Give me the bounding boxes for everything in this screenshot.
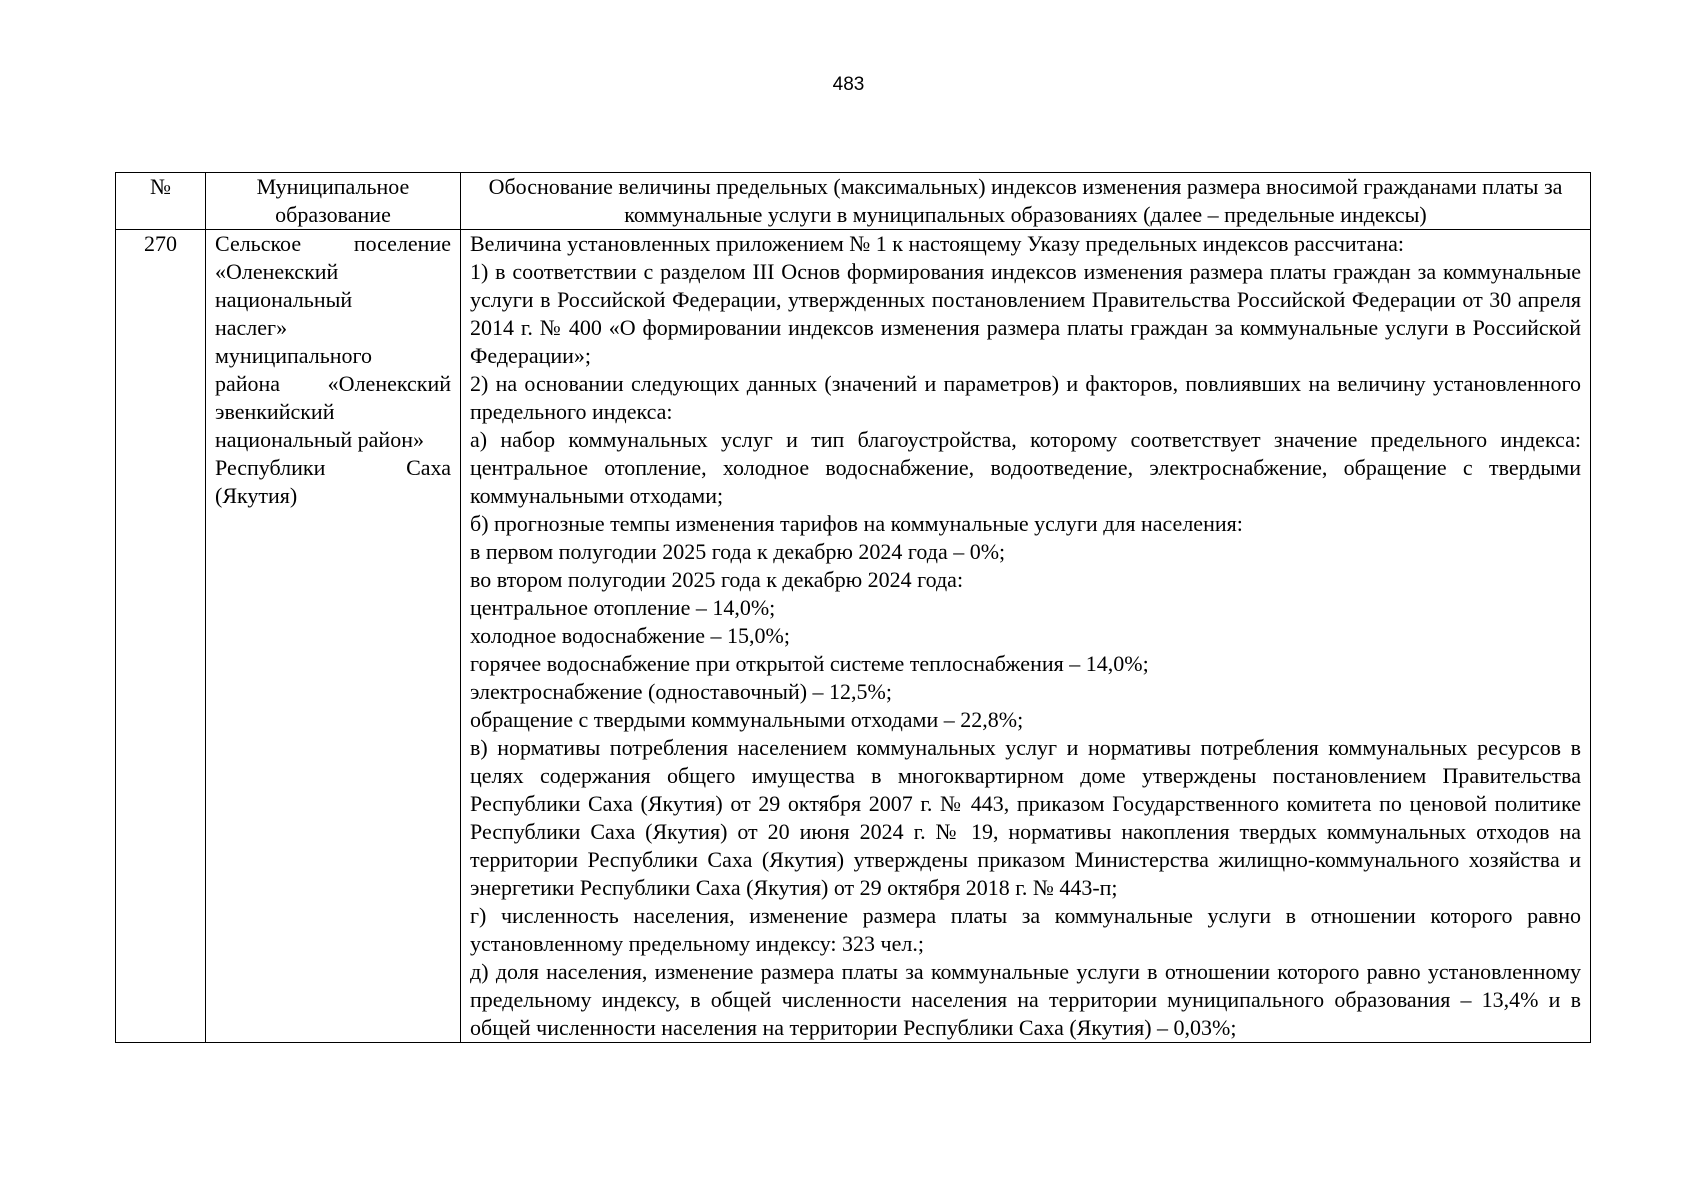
table-row: [116, 230, 1591, 1043]
row-num: 270: [116, 230, 206, 1043]
justification-table: [115, 172, 1591, 1043]
municipality-line: «Оленекский: [215, 259, 339, 284]
municipality-line: Республики Саха: [215, 455, 451, 480]
basis-paragraph: г) численность населения, изменение размера платы за коммунальные услуги в отношении которого равно установленному предельному индексу: 323 чел.;: [470, 903, 1581, 956]
basis-paragraph: обращение с твердыми коммунальными отходами – 22,8%;: [470, 707, 1024, 732]
basis-paragraph: во втором полугодии 2025 года к декабрю 2024 года:: [470, 567, 964, 592]
municipality-line: национальный: [215, 287, 353, 312]
municipality-line: района «Оленекский: [215, 371, 451, 396]
basis-paragraph: холодное водоснабжение – 15,0%;: [470, 623, 790, 648]
row-basis: [461, 230, 1591, 1043]
municipality-line: эвенкийский: [215, 399, 335, 424]
basis-paragraph: электроснабжение (одноставочный) – 12,5%;: [470, 679, 892, 704]
basis-paragraph: Величина установленных приложением № 1 к настоящему Указу предельных индексов рассчитана:: [470, 231, 1404, 256]
municipality-line: Сельское поселение: [215, 231, 451, 256]
page-number: 483: [832, 74, 865, 95]
basis-paragraph: в) нормативы потребления населением коммунальных услуг и нормативы потребления коммунальных ресурсов в целях содержания общего имущества в многоквартирном доме утверждены постановлением Правительства Республики Саха (Якутия) от 29 октября 2007 г. № 443, приказом Государственного комитета по ценовой политике Республики Саха (Якутия) от 20 июня 2024 г. № 19, нормативы накопления твердых коммунальных отходов на территории Республики Саха (Якутия) утверждены приказом Министерства жилищно-коммунального хозяйства и энергетики Республики Саха (Якутия) от 29 октября 2018 г. № 443-п;: [470, 735, 1581, 900]
basis-paragraph: в первом полугодии 2025 года к декабрю 2024 года – 0%;: [470, 539, 1006, 564]
basis-paragraph: а) набор коммунальных услуг и тип благоустройства, которому соответствует значение предельного индекса: центральное отопление, холодное водоснабжение, водоотведение, электроснабжение, обращение с твердыми коммунальными отходами;: [470, 427, 1581, 508]
basis-paragraph: 2) на основании следующих данных (значений и параметров) и факторов, повлиявших на величину установленного предельного индекса:: [470, 371, 1581, 424]
basis-paragraph: д) доля населения, изменение размера платы за коммунальные услуги в отношении которого равно установленному предельному индексу, в общей численности населения на территории муниципального образования – 13,4% и в общей численности населения на территории Республики Саха (Якутия) – 0,03%;: [470, 959, 1581, 1040]
municipality-line: национальный район»: [215, 427, 424, 452]
municipality-line: наслег»: [215, 315, 288, 340]
table-header-row: [116, 173, 1591, 230]
basis-paragraph: горячее водоснабжение при открытой системе теплоснабжения – 14,0%;: [470, 651, 1149, 676]
header-municipality: Муниципальное образование: [206, 173, 461, 230]
basis-paragraph: 1) в соответствии с разделом III Основ формирования индексов изменения размера платы граждан за коммунальные услуги в Российской Федерации, утвержденных постановлением Правительства Российской Федерации от 30 апреля 2014 г. № 400 «О формировании индексов изменения размера платы граждан за коммунальные услуги в Российской Федерации»;: [470, 259, 1581, 368]
basis-paragraph: б) прогнозные темпы изменения тарифов на коммунальные услуги для населения:: [470, 511, 1243, 536]
header-basis: Обоснование величины предельных (максимальных) индексов изменения размера вносимой гражданами платы за коммунальные услуги в муниципальных образованиях (далее – предельные индексы): [461, 173, 1591, 230]
municipality-line: (Якутия): [215, 483, 298, 508]
row-municipality: [206, 230, 461, 1043]
basis-paragraph: центральное отопление – 14,0%;: [470, 595, 776, 620]
header-num: №: [116, 173, 206, 230]
municipality-line: муниципального: [215, 343, 373, 368]
